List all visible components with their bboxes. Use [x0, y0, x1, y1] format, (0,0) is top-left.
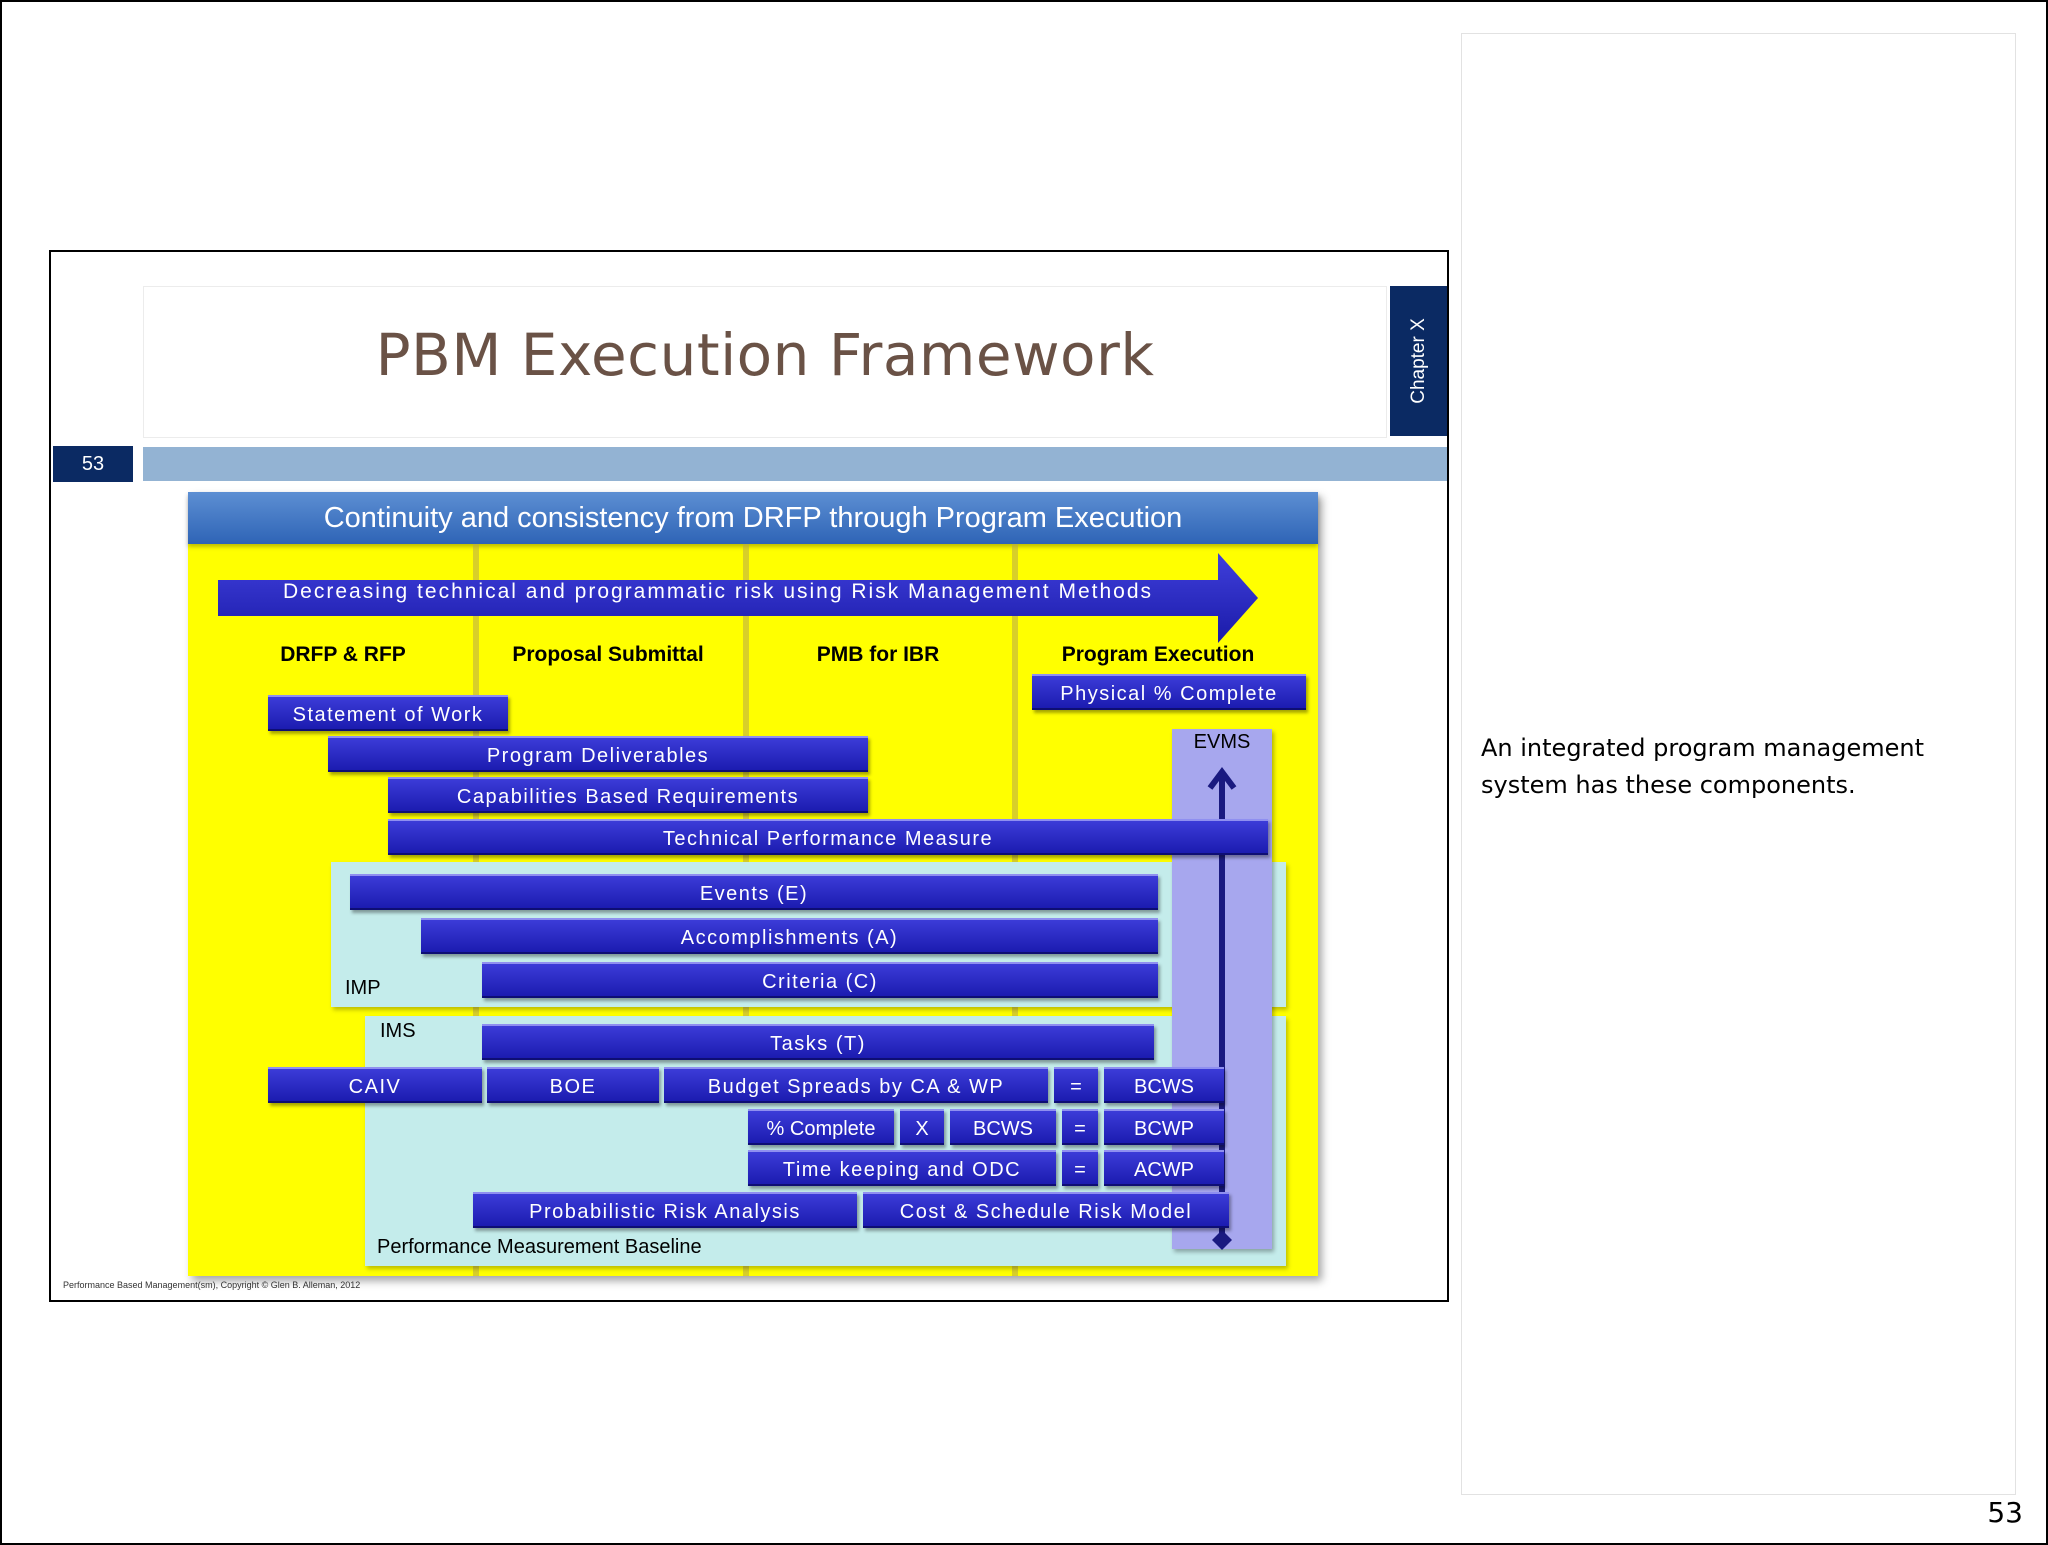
- phase-program-execution: Program Execution: [1061, 643, 1255, 666]
- bcws-box: BCWS: [950, 1109, 1056, 1145]
- timekeeping-bar: Time keeping and ODC: [748, 1150, 1056, 1186]
- accomplishments-bar: Accomplishments (A): [421, 918, 1158, 954]
- slide-title: PBM Execution Framework: [375, 321, 1155, 389]
- criteria-bar: Criteria (C): [482, 962, 1158, 998]
- title-underline-bar: [143, 447, 1447, 481]
- events-bar: Events (E): [350, 874, 1158, 910]
- imp-label: IMP: [345, 977, 381, 999]
- probabilistic-risk-bar: Probabilistic Risk Analysis: [473, 1192, 857, 1228]
- statement-of-work-bar: Statement of Work: [268, 695, 508, 731]
- budget-spreads-bar: Budget Spreads by CA & WP: [664, 1067, 1048, 1103]
- chapter-tab: [1390, 286, 1447, 436]
- times-box: X: [900, 1109, 944, 1145]
- percent-complete-box: % Complete: [748, 1109, 894, 1145]
- caiv-bar: CAIV: [268, 1067, 482, 1103]
- cost-schedule-risk-bar: Cost & Schedule Risk Model: [863, 1192, 1229, 1228]
- notes-text: An integrated program management system has these components.: [1481, 734, 1925, 799]
- risk-arrow: [218, 553, 1298, 643]
- bcws-box: BCWS: [1104, 1067, 1224, 1103]
- capabilities-requirements-bar: Capabilities Based Requirements: [388, 777, 868, 813]
- phase-proposal-submittal: Proposal Submittal: [512, 643, 704, 666]
- page-number: 53: [1987, 1496, 2023, 1529]
- pmb-label: Performance Measurement Baseline: [377, 1236, 702, 1258]
- bcwp-box: BCWP: [1104, 1109, 1224, 1145]
- boe-bar: BOE: [487, 1067, 659, 1103]
- equals-box: =: [1054, 1067, 1098, 1103]
- framework-diagram: [188, 492, 1318, 1276]
- equals-box: =: [1062, 1150, 1098, 1186]
- risk-arrow-text: Decreasing technical and programmatic risk using Risk Management Methods: [283, 580, 1153, 603]
- tasks-bar: Tasks (T): [482, 1024, 1154, 1060]
- equals-box: =: [1062, 1109, 1098, 1145]
- chapter-label: Chapter X: [1407, 318, 1429, 404]
- title-box: [143, 286, 1387, 438]
- physical-complete-bar: Physical % Complete: [1032, 674, 1306, 710]
- acwp-box: ACWP: [1104, 1150, 1224, 1186]
- phase-pmb-ibr: PMB for IBR: [816, 643, 940, 666]
- diagram-header: Continuity and consistency from DRFP through Program Execution: [188, 492, 1318, 544]
- technical-performance-measure-bar: Technical Performance Measure: [388, 819, 1268, 855]
- ims-label: IMS: [380, 1020, 416, 1042]
- slide: [49, 250, 1449, 1302]
- evms-label: EVMS: [1193, 731, 1251, 753]
- slide-number-tab: 53: [53, 446, 133, 482]
- copyright-footer: Performance Based Management(sm), Copyright © Glen B. Alleman, 2012: [63, 1280, 361, 1290]
- phase-drfp-rfp: DRFP & RFP: [280, 643, 406, 666]
- program-deliverables-bar: Program Deliverables: [328, 736, 868, 772]
